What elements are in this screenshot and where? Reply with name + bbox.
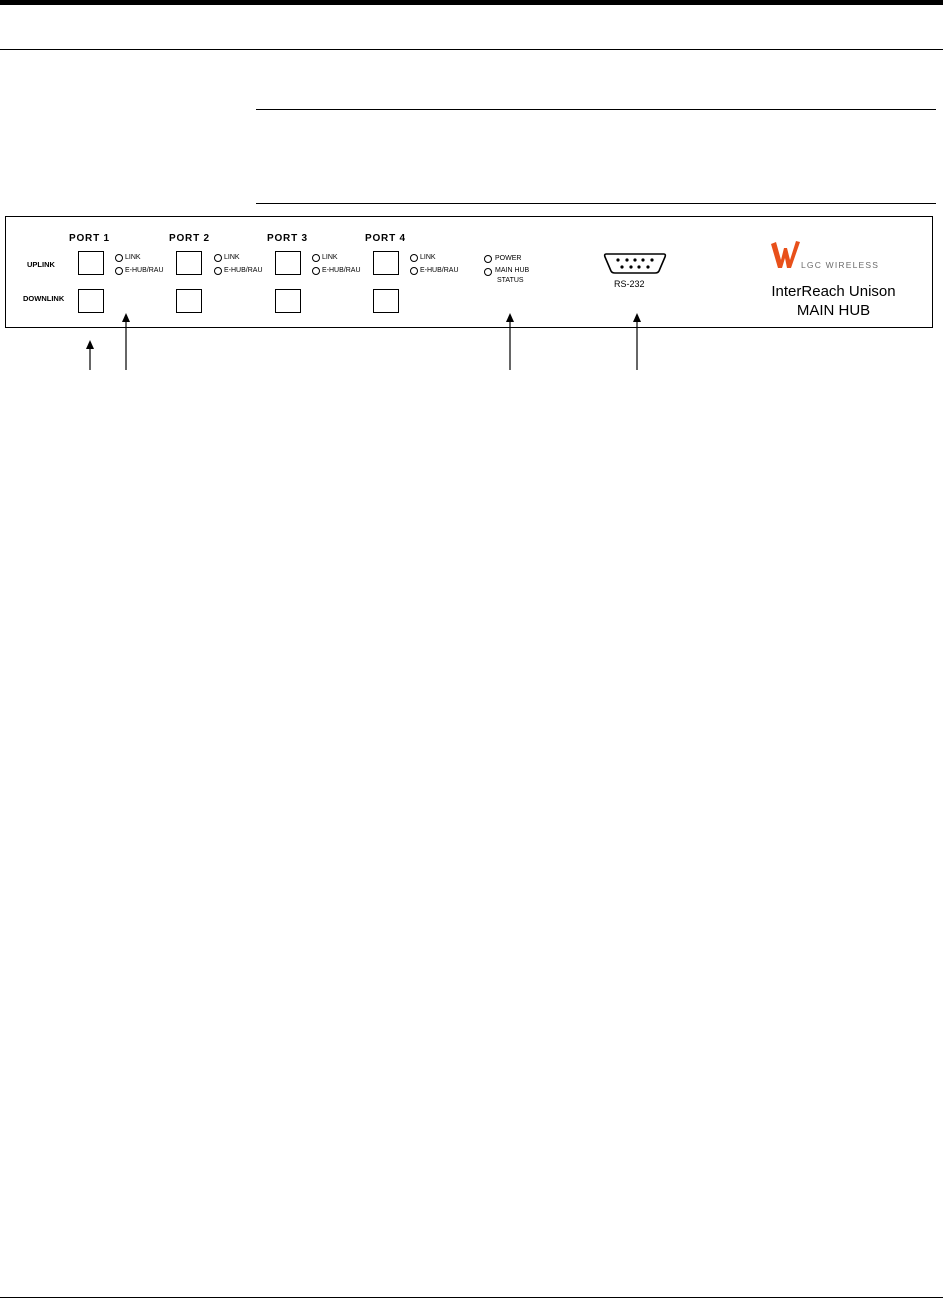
port-1-link-led [115,254,123,262]
port-3-ehub-led [312,267,320,275]
uplink-label: UPLINK [27,260,55,269]
product-name: InterReach Unison [771,283,896,300]
section-rule-bottom [256,203,936,204]
port-4-link-label: LINK [420,254,436,261]
port-2-link-label: LINK [224,254,240,261]
callout-arrow-status-leds [506,313,514,370]
main-hub-label: MAIN HUB [495,267,530,274]
callout-arrows [0,300,943,370]
port-2-uplink-connector[interactable] [176,251,202,275]
callout-arrow-rs232 [633,313,641,370]
rs232-label: RS-232 [614,279,645,289]
port-2-ehub-led [214,267,222,275]
rs232-connector-icon[interactable] [602,251,668,275]
downlink-label: DOWNLINK [23,294,65,303]
power-label: POWER [495,255,522,262]
port-1-uplink-connector[interactable] [78,251,104,275]
port-1-ehub-led [115,267,123,275]
power-led [484,255,492,263]
callout-arrow-port-leds [122,313,130,370]
top-bar [0,0,943,5]
port-4-title: PORT 4 [365,233,406,244]
port-3-uplink-connector[interactable] [275,251,301,275]
port-1-title: PORT 1 [69,233,110,244]
port-2-ehub-label: E-HUB/RAU [224,267,263,274]
port-2-title: PORT 2 [169,233,210,244]
port-1-link-label: LINK [125,254,141,261]
port-3-link-label: LINK [322,254,338,261]
main-hub-status-led [484,268,492,276]
section-rule-top [256,109,936,110]
footer-rule [0,1297,943,1298]
port-4-ehub-led [410,267,418,275]
callout-arrow-port-connectors [86,340,94,370]
lgc-wireless-logo-icon [769,238,801,270]
port-4-ehub-label: E-HUB/RAU [420,267,459,274]
brand-name: LGC WIRELESS [801,260,880,270]
port-4-uplink-connector[interactable] [373,251,399,275]
product-subtitle: MAIN HUB [796,302,871,319]
port-2-link-led [214,254,222,262]
port-3-link-led [312,254,320,262]
port-4-link-led [410,254,418,262]
status-label: STATUS [497,277,524,284]
header-rule [0,49,943,50]
port-3-ehub-label: E-HUB/RAU [322,267,361,274]
port-3-title: PORT 3 [267,233,308,244]
port-1-ehub-label: E-HUB/RAU [125,267,164,274]
